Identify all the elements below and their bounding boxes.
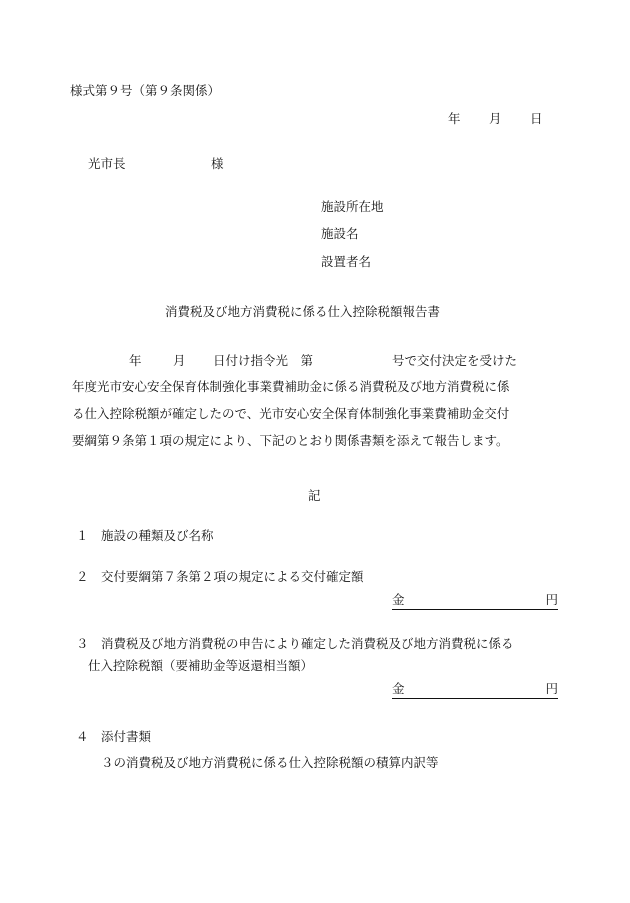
item2-amount-kin: 金	[392, 592, 405, 607]
item3-amount-field	[392, 683, 558, 699]
item3-amount-kin: 金	[392, 681, 405, 696]
item1-number: １	[76, 528, 89, 543]
date-year: 年	[448, 111, 461, 126]
item3-text: 消費税及び地方消費税の申告により確定した消費税及び地方消費税に係る	[101, 636, 514, 651]
document-title: 消費税及び地方消費税に係る仕入控除税額報告書	[165, 304, 441, 319]
item4-text: 添付書類	[101, 729, 152, 744]
body-line4: 要綱第９条第１項の規定により、下記のとおり関係書類を添えて報告します。	[72, 433, 509, 448]
body-line1-directive: 日付け指令光 第	[213, 353, 314, 368]
date-month: 月	[489, 111, 502, 126]
facility-address-label: 施設所在地	[321, 199, 384, 214]
item2-amount-en: 円	[545, 592, 558, 607]
item3-text-cont: 仕入控除税額（要補助金等返還相当額）	[88, 658, 314, 673]
body-line1-suffix: 号で交付決定を受けた	[392, 353, 518, 368]
body-line1-month: 月	[173, 353, 186, 368]
ki-heading: 記	[308, 488, 321, 503]
item4-number: ４	[76, 729, 89, 744]
date-day: 日	[530, 111, 543, 126]
item1-text: 施設の種類及び名称	[101, 528, 214, 543]
item4-detail: ３の消費税及び地方消費税に係る仕入控除税額の積算内訳等	[101, 755, 439, 770]
addressee-title: 光市長	[88, 156, 126, 171]
item3-amount-en: 円	[545, 681, 558, 696]
addressee-honorific: 様	[211, 156, 224, 171]
item2-number: ２	[76, 569, 89, 584]
item3-number: ３	[76, 636, 89, 651]
body-line1-year: 年	[129, 353, 142, 368]
body-line3: る仕入控除税額が確定したので、光市安心安全保育体制強化事業費補助金交付	[72, 406, 510, 421]
form-number: 様式第９号（第９条関係）	[70, 83, 221, 98]
founder-name-label: 設置者名	[321, 254, 372, 269]
item2-text: 交付要綱第７条第２項の規定による交付確定額	[101, 569, 364, 584]
facility-name-label: 施設名	[321, 226, 359, 241]
body-line2: 年度光市安心安全保育体制強化事業費補助金に係る消費税及び地方消費税に係	[72, 379, 510, 394]
item2-amount-field	[392, 594, 558, 610]
